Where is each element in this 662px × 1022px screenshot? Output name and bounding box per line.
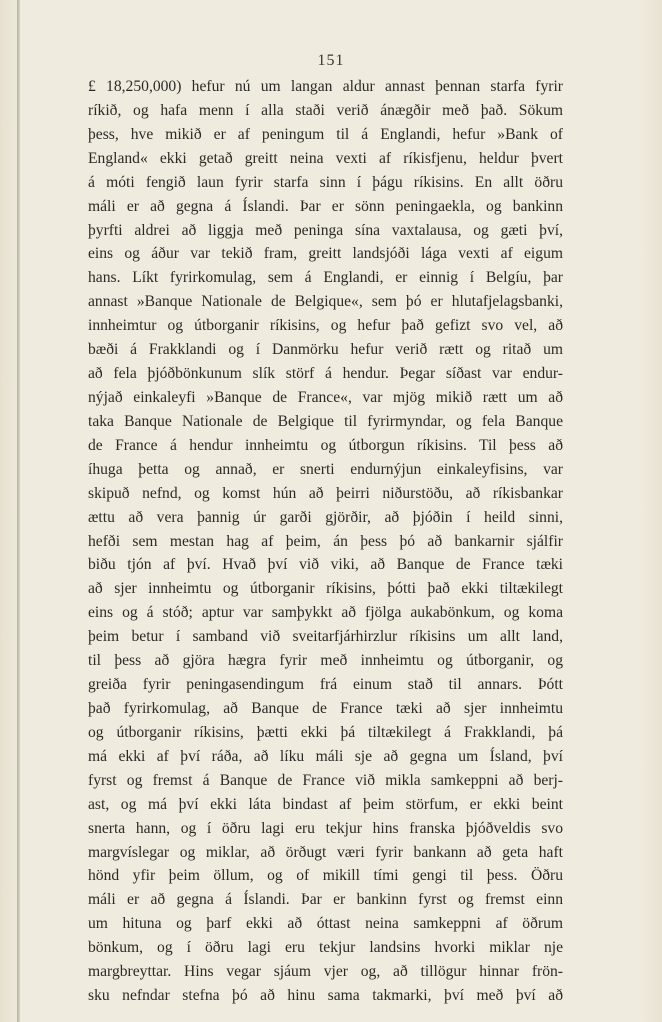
text-line: þess, hve mikið er af peningum til á Englandi, hefur »Bank of xyxy=(88,125,563,143)
page-binding-edge xyxy=(17,0,20,1022)
text-line: ríkið, og hafa menn í alla staði verið ánægðir með það. Sökum xyxy=(88,101,563,119)
text-line: hans. Líkt fyrirkomulag, sem á Englandi, er einnig í Belgíu, þar xyxy=(88,269,563,287)
text-line: þeim betur í samband við sveitarfjárhirzlur ríkisins um allt land, xyxy=(88,628,563,646)
text-line: biðu tjón af því. Hvað því við viki, að Banque de France tæki xyxy=(88,556,563,574)
text-line: England« ekki getað greitt neina vexti af ríkisfjenu, heldur þvert xyxy=(88,149,563,167)
text-line: máli er að gegna á Íslandi. Þar er bankinn fyrst og fremst einn xyxy=(88,891,563,909)
text-line: annast »Banque Nationale de Belgique«, sem þó er hlutafjelagsbanki, xyxy=(88,293,563,311)
text-line: fyrst og fremst á Banque de France við mikla samkeppni að berj- xyxy=(88,771,563,789)
page-number: 151 xyxy=(317,52,345,69)
text-line: margbreyttar. Hins vegar sjáum vjer og, að tillögur hinnar frön- xyxy=(88,963,563,981)
text-line: nýjað einkaleyfi »Banque de France«, var mjög mikið rætt um að xyxy=(88,388,563,406)
text-line: snerta hann, og í öðru lagi eru tekjur hins franska þjóðveldis svo xyxy=(88,819,563,837)
text-line: sku nefndar stefna þó að hinu sama takmarki, því með því að xyxy=(88,987,563,1005)
text-line: ast, og má því ekki láta bindast af þeim störfum, er ekki beint xyxy=(88,795,563,813)
text-line: innheimtur og útborganir ríkisins, og hefur það gefizt svo vel, að xyxy=(88,317,563,335)
text-line: greiða fyrir peningasendingum frá einum stað til annars. Þótt xyxy=(88,676,563,694)
text-line: íhuga þetta og annað, er snerti endurnýjun einkaleyfisins, var xyxy=(88,460,563,478)
text-line: að sjer innheimtu og útborganir ríkisins, þótti það ekki tiltækilegt xyxy=(88,580,563,598)
text-line: það fyrirkomulag, að Banque de France tæki að sjer innheimtu xyxy=(88,699,563,717)
text-line: og útborganir ríkisins, þætti ekki þá tiltækilegt á Frakklandi, þá xyxy=(88,723,563,741)
text-line: eins og á stóð; aptur var samþykkt að fjölga aukabönkum, og koma xyxy=(88,604,563,622)
text-line: hönd yfir þeim öllum, og of mikill tími gengi til þess. Öðru xyxy=(88,867,563,885)
text-line: á móti fengið laun fyrir starfa sinn í þágu ríkisins. En allt öðru xyxy=(88,173,563,191)
text-line: hefði sem mestan hag af þeim, án þess þó að bankarnir sjálfir xyxy=(88,532,563,550)
text-line: eins og áður var tekið fram, greitt landsjóði lága vexti af eigum xyxy=(88,245,563,263)
text-line: til þess að gjöra hægra fyrir með innheimtu og útborganir, og xyxy=(88,652,563,670)
text-line: de France á hendur innheimtu og útborgun ríkisins. Til þess að xyxy=(88,436,563,454)
text-line: £ 18,250,000) hefur nú um langan aldur annast þennan starfa fyrir xyxy=(88,78,563,95)
text-line: ættu að vera þannig úr garði gjörðir, að þjóðin í heild sinni, xyxy=(88,508,563,526)
text-line: má ekki af því ráða, að líku máli sje að gegna um Ísland, því xyxy=(88,747,563,765)
body-text xyxy=(88,75,563,1008)
text-line: máli er að gegna á Íslandi. Þar er sönn peningaekla, og bankinn xyxy=(88,197,563,215)
text-line: bæði á Frakklandi og í Danmörku hefur verið rætt og ritað um xyxy=(88,341,563,359)
text-line: bönkum, og í öðru lagi eru tekjur landsins hvorki miklar nje xyxy=(88,939,563,957)
text-line: þyrfti aldrei að liggja með peninga sína vaxtalausa, og gæti því, xyxy=(88,221,563,239)
text-line: skipuð nefnd, og komst hún að þeirri niðurstöðu, að ríkisbankar xyxy=(88,484,563,502)
text-line: taka Banque Nationale de Belgique til fyrirmyndar, og fela Banque xyxy=(88,412,563,430)
text-line: um hituna og þarf ekki að óttast neina samkeppni af öðrum xyxy=(88,915,563,933)
text-line: margvíslegar og miklar, að örðugt væri fyrir bankann að geta haft xyxy=(88,843,563,861)
text-line: að fela þjóðbönkunum slík störf á hendur. Þegar síðast var endur- xyxy=(88,365,563,383)
